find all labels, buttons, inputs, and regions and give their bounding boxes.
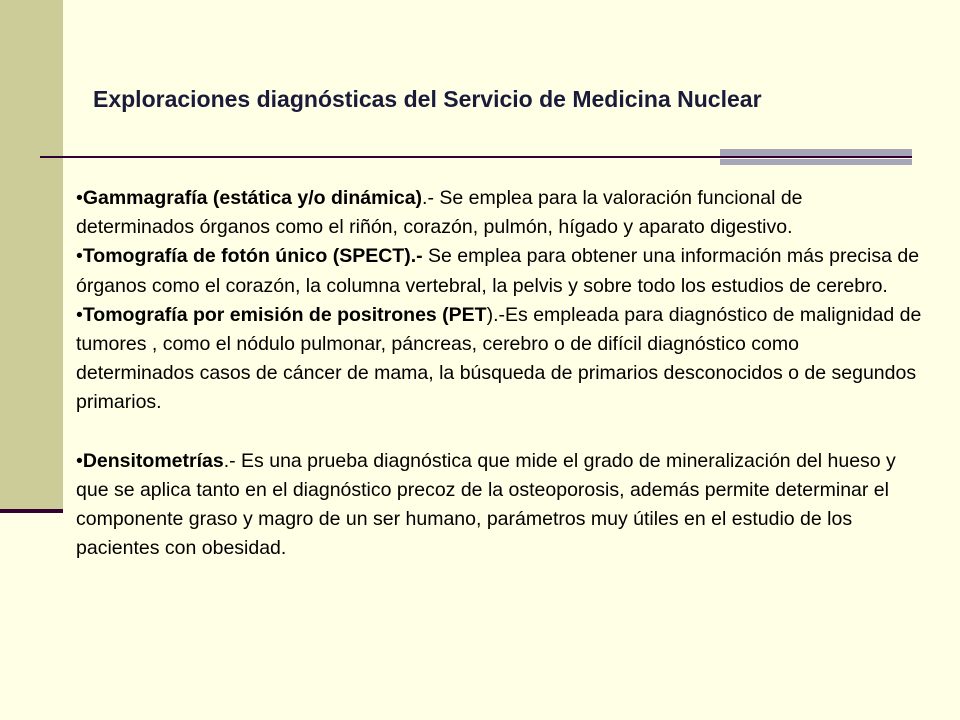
bullet-marker: • (76, 303, 83, 326)
bullet-heading: Densitometrías (82, 449, 224, 472)
title-rule-accent-bottom (720, 159, 912, 165)
bullet-marker: • (76, 449, 83, 472)
title-rule (40, 156, 912, 158)
bullet-heading: Gammagrafía (estática y/o dinámica) (82, 187, 423, 209)
bullet-text: .- Se emplea para la valoración funcional de determinados órganos como el riñón, corazón, pulmón, hígado y aparato digestivo. (76, 187, 803, 239)
bullet-text: .- Es una prueba diagnóstica que mide el grado de mineralización del hueso y que se aplica tanto en el diagnóstico precoz de la osteoporosis, además permite determinar el componente graso y magro de un ser humano, parámetros muy útiles en el estudio de los pacientes con obesidad. (76, 449, 896, 560)
bullet-list (76, 184, 922, 564)
left-bar-underline (0, 509, 63, 513)
bullet-heading: Tomografía por emisión de positrones (PET (82, 303, 487, 326)
bullet-item-spect (76, 242, 922, 300)
left-decorative-bar (0, 0, 63, 510)
bullet-item-densitometrias (76, 447, 922, 564)
bullet-item-gammagrafia (76, 184, 922, 242)
bullet-marker: • (76, 245, 83, 268)
bullet-item-pet (76, 301, 922, 418)
title-rule-accent-top (720, 149, 912, 156)
bullet-text: ).-Es empleada para diagnóstico de malignidad de tumores , como el nódulo pulmonar, páncreas, cerebro o de difícil diagnóstico como determinados casos de cáncer de mama, la búsqueda de primarios desconocidos o de segundos primarios. (76, 303, 922, 414)
bullet-heading: Tomografía de fotón único (SPECT).- (82, 245, 423, 268)
slide-title: Exploraciones diagnósticas del Servicio de Medicina Nuclear (93, 86, 762, 112)
bullet-marker: • (76, 187, 83, 209)
bullet-text: Se emplea para obtener una información más precisa de órganos como el corazón, la columna vertebral, la pelvis y sobre todo los estudios de cerebro. (76, 245, 920, 297)
